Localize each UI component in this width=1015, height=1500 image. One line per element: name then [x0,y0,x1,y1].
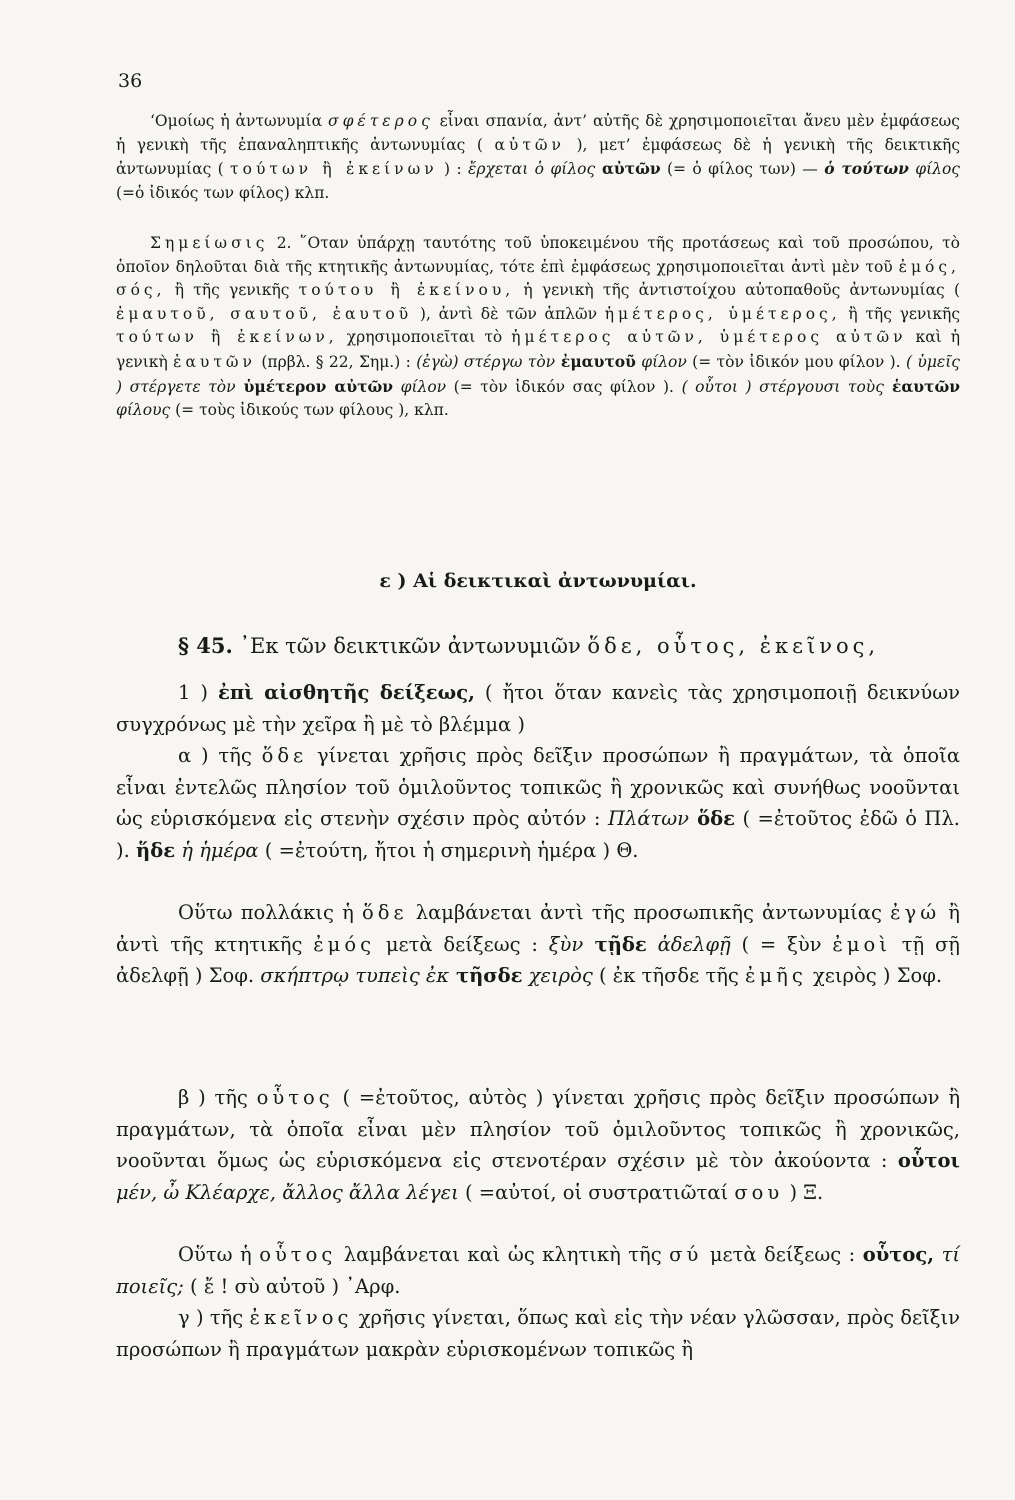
section-45-intro: § 45. ᾿Εκ τῶν δεικτικῶν ἀντωνυμιῶν ὅδε, οὗτος, ἐκεῖνος, [178,633,880,658]
paragraph-hode-usage: Οὕτω πολλάκις ἡ ὅδε λαμβάνεται ἀντὶ τῆς προσωπικῆς ἀντωνυμίας ἐγώ ἢ ἀντὶ τῆς κτητικῆς ἐμός μετὰ δείξεως : ξὺν τῇδε ἀδελφῇ ( = ξὺν ἐμοὶ τῇ σῇ ἀδελφῇ ) Σοφ. σκήπτρῳ τυπεὶς ἐκ τῆσδε χειρὸς ( ἐκ τῆσδε τῆς ἐμῆς χειρὸς ) Σοφ. [116,901,960,987]
section-heading: ε ) Αἱ δεικτικαὶ ἀντωνυμίαι. [379,570,697,592]
paragraph-g-ekeinos: γ ) τῆς ἐκεῖνος χρῆσις γίνεται, ὅπως καὶ εἰς τὴν νέαν γλῶσσαν, πρὸς δεῖξιν προσώπων ἢ πραγμάτων μακρὰν εὑρισκομένων τοπικῶς ἢ [116,1306,961,1361]
page-number: 36 [118,70,143,92]
paragraph-b-houtos: β ) τῆς οὗτος ( =ἐτοῦτος, αὐτὸς ) γίνεται χρῆσις πρὸς δεῖξιν προσώπων ἢ πραγμάτων, τὰ ὁποῖα εἶναι μὲν πλησίον τοῦ ὁμιλοῦντος τοπικῶς ἢ χρονικῶς, νοοῦνται ὅμως ὡς εὑρισκόμενα εἰς στενοτέραν σχέσιν μὲ τὸν ἀκούοντα : οὗτοι μέν, ὦ Κλέαρχε, ἄλλος ἄλλα λέγει ( =αὐτοί, οἱ συστρατιῶταί σου ) Ξ. [116,1086,960,1204]
section-number: § 45. [178,633,233,658]
paragraph-1-aisthetes: 1 ) ἐπὶ αἰσθητῆς δείξεως, ( ἤτοι ὅταν κανεὶς τὰς χρησιμοποιῇ δεικνύων συγχρόνως μὲ τὴν χεῖρα ἢ μὲ τὸ βλέμμα ) [116,681,960,736]
paragraph-houtos-vocative: Οὕτω ἡ οὗτος λαμβάνεται καὶ ὡς κλητικὴ τῆς σύ μετὰ δείξεως : οὗτος, τί ποιεῖς; ( ἔ ! σὺ αὐτοῦ ) ᾿Αρφ. [116,1243,961,1298]
paragraph-a-hode: α ) τῆς ὅδε γίνεται χρῆσις πρὸς δεῖξιν προσώπων ἢ πραγμάτων, τὰ ὁποῖα εἶναι ἐντελῶς πλησίον τοῦ ὁμιλοῦντος τοπικῶς ἢ χρονικῶς καὶ συνήθως νοοῦνται ὡς εὑρισκόμενα εἰς στενὴν σχέσιν πρὸς αὐτόν : Πλάτων ὅδε ( =ἐτοῦτος ἐδῶ ὁ Πλ. ). ἥδε ἡ ἡμέρα ( =ἐτούτη, ἤτοι ἡ σημερινὴ ἡμέρα ) Θ. [116,744,960,862]
paragraph-sfeteros: ‘Ομοίως ἡ ἀντωνυμία σφέτερος εἶναι σπανία, ἀντ’ αὐτῆς δὲ χρησιμοποιεῖται ἄνευ μὲν ἐμφάσεως ἡ γενικὴ τῆς ἐπαναληπτικῆς ἀντωνυμίας ( αὐτῶν ), μετ’ ἐμφάσεως δὲ ἡ γενικὴ τῆς δεικτικῆς ἀντωνυμίας ( τούτων ἢ ἐκείνων ) : ἔρχεται ὁ φίλος αὐτῶν (= ὁ φίλος των) — ὁ τούτων φίλος (=ὁ ἰδικός των φίλος) κλπ. [116,112,960,202]
note-2-paragraph: Σημείωσις 2. ῞Οταν ὑπάρχῃ ταυτότης τοῦ ὑποκειμένου τῆς προτάσεως καὶ τοῦ προσώπου, τὸ ὁποῖον δηλοῦται διὰ τῆς κτητικῆς ἀντωνυμίας, τότε ἐπὶ ἐμφάσεως χρησιμοποιεῖται ἀντὶ μὲν τοῦ ἐμός, σός, ἢ τῆς γενικῆς τούτου ἢ ἐκείνου, ἡ γενικὴ τῆς ἀντιστοίχου αὐτοπαθοῦς ἀντωνυμίας ( ἐμαυτοῦ, σαυτοῦ, ἑαυτοῦ ), ἀντὶ δὲ τῶν ἁπλῶν ἡμέτερος, ὑμέτερος, ἢ τῆς γενικῆς τούτων ἢ ἐκείνων, χρησιμοποιεῖται τὸ ἡμέτερος αὐτῶν, ὑμέτερος αὐτῶν καὶ ἡ γενικὴ ἑαυτῶν (πρβλ. § 22, Σημ.) : (ἐγὼ) στέργω τὸν ἐμαυτοῦ φίλον (= τὸν ἰδικόν μου φίλον ). ( ὑμεῖς ) στέργετε τὸν ὑμέτερον αὐτῶν φίλον (= τὸν ἰδικόν σας φίλον ). ( οὗτοι ) στέργουσι τοὺς ἑαυτῶν φίλους (= τοὺς ἰδικούς των φίλους ), κλπ. [116,234,961,420]
